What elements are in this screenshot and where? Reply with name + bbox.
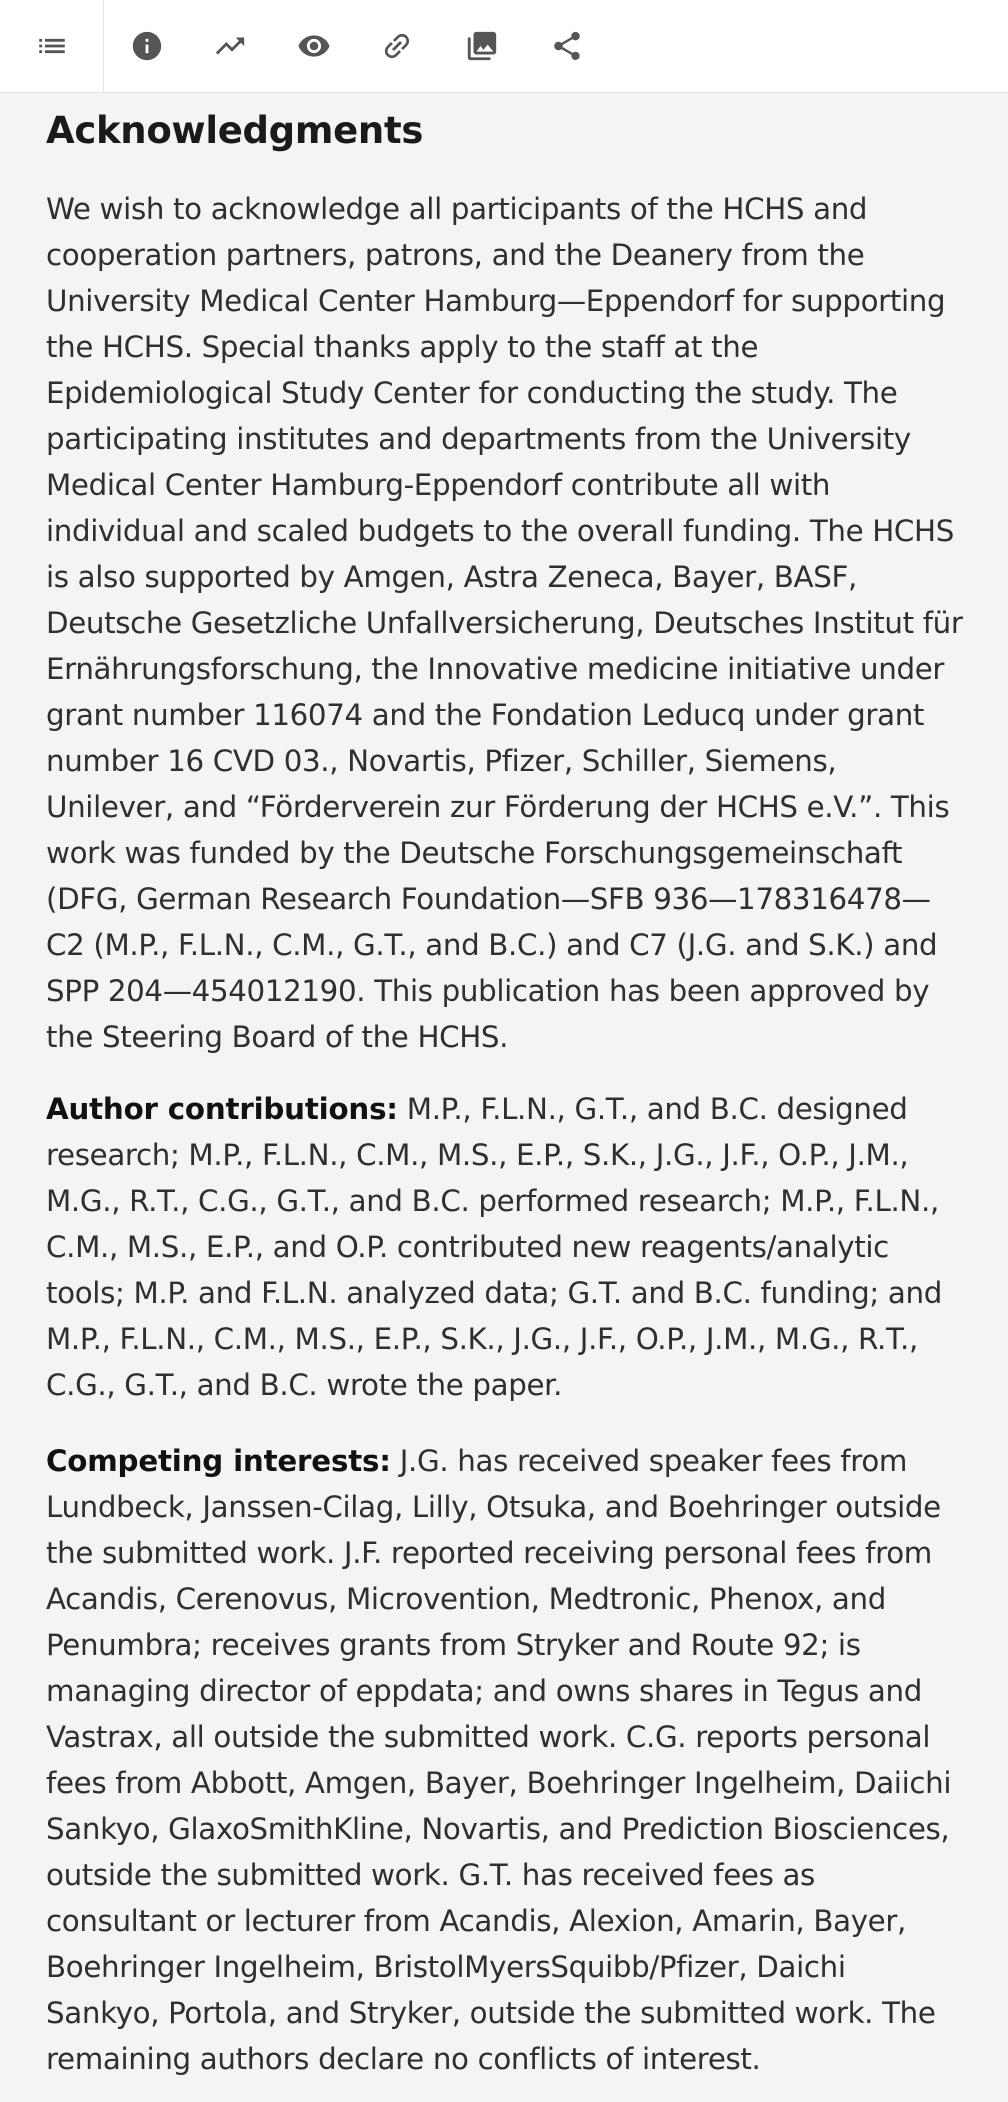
share-button[interactable]	[539, 18, 595, 74]
info-icon	[130, 29, 164, 63]
menu-cell	[0, 0, 104, 92]
link-icon	[373, 22, 421, 70]
author-contributions-paragraph	[46, 1086, 966, 1408]
trending-up-icon	[213, 29, 247, 63]
image-icon	[465, 29, 499, 63]
article-info-button[interactable]	[119, 18, 175, 74]
view-button[interactable]	[286, 18, 342, 74]
author-contributions-label: Author contributions:	[46, 1092, 398, 1126]
metrics-button[interactable]	[202, 18, 258, 74]
copy-link-button[interactable]	[369, 18, 425, 74]
table-of-contents-button[interactable]	[24, 18, 80, 74]
list-icon	[35, 29, 69, 63]
article-toolbar	[0, 0, 1008, 93]
competing-interests-text: J.G. has received speaker fees from Lundbeck, Janssen-Cilag, Lilly, Otsuka, and Boehringer outside the submitted work. J.F. reported receiving personal fees from Acandis, Cerenovus, Microvention, Medtronic, Phenox, and Penumbra; receives grants from Stryker and Route 92; is managing director of eppdata; and owns shares in Tegus and Vastrax, all outside the submitted work. C.G. reports personal fees from Abbott, Amgen, Bayer, Boehringer Ingelheim, Daiichi Sankyo, GlaxoSmithKline, Novartis, and Prediction Biosciences, outside the submitted work. G.T. has received fees as consultant or lecturer from Acandis, Alexion, Amarin, Bayer, Boehringer Ingelheim, BristolMyersSquibb/Pfizer, Daichi Sankyo, Portola, and Stryker, outside the submitted work. The remaining authors declare no conflicts of interest.	[46, 1444, 952, 2076]
eye-icon	[297, 29, 331, 63]
figures-button[interactable]	[454, 18, 510, 74]
author-contributions-text: M.P., F.L.N., G.T., and B.C. designed research; M.P., F.L.N., C.M., M.S., E.P., S.K., J.G., J.F., O.P., J.M., M.G., R.T., C.G., G.T., and B.C. performed research; M.P., F.L.N., C.M., M.S., E.P., and O.P. contributed new reagents/analytic tools; M.P. and F.L.N. analyzed data; G.T. and B.C. funding; and M.P., F.L.N., C.M., M.S., E.P., S.K., J.G., J.F., O.P., J.M., M.G., R.T., C.G., G.T., and B.C. wrote the paper.	[46, 1092, 942, 1402]
section-heading: Acknowledgments	[46, 109, 424, 152]
competing-interests-label: Competing interests:	[46, 1444, 391, 1478]
article-section	[46, 100, 966, 2082]
competing-interests-paragraph	[46, 1438, 966, 2082]
share-icon	[550, 29, 584, 63]
acknowledgments-paragraph: We wish to acknowledge all participants of the HCHS and cooperation partners, patrons, and the Deanery from the University Medical Center Hamburg—Eppendorf for supporting the HCHS. Special thanks apply to the staff at the Epidemiological Study Center for conducting the study. The participating institutes and departments from the University Medical Center Hamburg-Eppendorf contribute all with individual and scaled budgets to the overall funding. The HCHS is also supported by Amgen, Astra Zeneca, Bayer, BASF, Deutsche Gesetzliche Unfallversicherung, Deutsches Institut für Ernährungsforschung, the Innovative medicine initiative under grant number 116074 and the Fondation Leducq under grant number 16 CVD 03., Novartis, Pfizer, Schiller, Siemens, Unilever, and “Förderverein zur Förderung der HCHS e.V.”. This work was funded by the Deutsche Forschungsgemeinschaft (DFG, German Research Foundation—SFB 936—178316478—C2 (M.P., F.L.N., C.M., G.T., and B.C.) and C7 (J.G. and S.K.) and SPP 204—454012190. This publication has been approved by the Steering Board of the HCHS.	[46, 192, 963, 1054]
